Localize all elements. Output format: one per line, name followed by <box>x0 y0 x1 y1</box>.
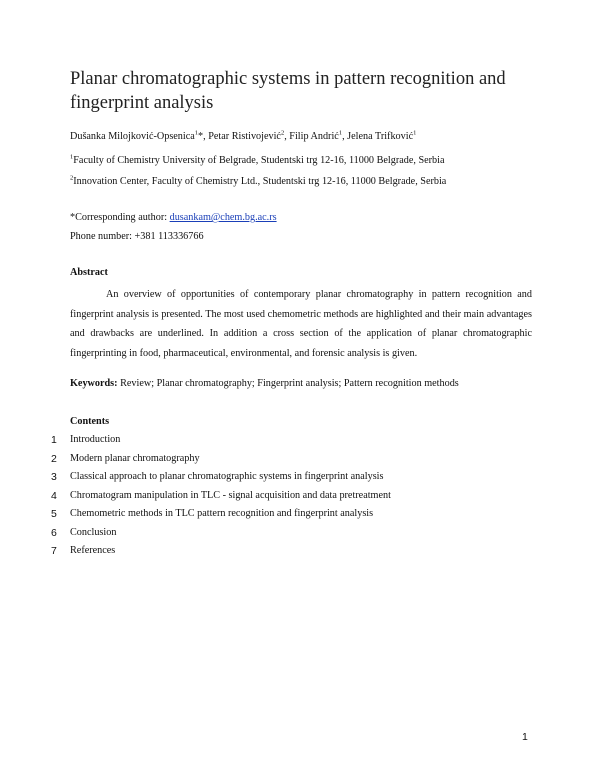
toc-label: Conclusion <box>70 526 117 538</box>
toc-item[interactable] <box>0 527 600 546</box>
keywords-label: Keywords: <box>70 378 118 389</box>
toc-label: References <box>70 545 116 556</box>
affiliation-2 <box>70 176 446 187</box>
author-separator: , <box>342 131 348 142</box>
toc-number: 5 <box>51 508 57 520</box>
author-name: Petar Ristivojević <box>208 131 281 142</box>
toc-number: 4 <box>51 489 57 502</box>
author-affiliation-mark: 1 <box>194 129 199 137</box>
toc-label: Introduction <box>70 434 121 445</box>
affiliation-text: Innovation Center, Faculty of Chemistry Ltd., Studentski trg 12-16, 11000 Belgrade, Serbia <box>73 176 447 187</box>
affiliation-text: Faculty of Chemistry University of Belgrade, Studentski trg 12-16, 11000 Belgrade, Serbia <box>73 155 445 166</box>
corresponding-author <box>70 212 277 223</box>
toc-item[interactable] <box>0 453 600 472</box>
author-affiliation-mark: 2 <box>280 129 285 137</box>
toc-item[interactable] <box>0 490 600 509</box>
toc-label: Classical approach to planar chromatographic systems in fingerprint analysis <box>70 471 384 482</box>
toc-item[interactable] <box>0 508 600 527</box>
toc-label: Chemometric methods in TLC pattern recognition and fingerprint analysis <box>70 508 374 519</box>
affiliation-mark: 1 <box>70 153 74 161</box>
toc-item[interactable] <box>0 434 600 453</box>
paper-title: Planar chromatographic systems in pattern recognition and fingerprint analysis <box>70 69 506 113</box>
toc-number: 1 <box>51 434 57 446</box>
toc-number: 3 <box>51 471 57 483</box>
author-affiliation-mark: 1 <box>338 129 343 137</box>
toc-label: Chromatogram manipulation in TLC - signal acquisition and data pretreatment <box>70 489 391 501</box>
email-link[interactable]: dusankam@chem.bg.ac.rs <box>169 212 277 223</box>
author-list <box>70 131 416 142</box>
affiliation-mark: 2 <box>70 174 74 182</box>
toc-item[interactable] <box>0 471 600 490</box>
author-name: Dušanka Milojković-Opsenica <box>70 131 195 142</box>
toc-label: Modern planar chromatography <box>70 452 200 464</box>
table-of-contents <box>0 434 600 564</box>
toc-number: 2 <box>51 452 57 465</box>
phone-number: Phone number: +381 113336766 <box>70 231 204 242</box>
author-separator: *, <box>198 131 209 142</box>
toc-number: 6 <box>51 526 57 539</box>
toc-number: 7 <box>51 545 57 557</box>
toc-item[interactable] <box>0 545 600 564</box>
page-number: 1 <box>522 731 528 743</box>
affiliation-1 <box>70 155 444 166</box>
author-name: Jelena Trifković <box>347 131 414 142</box>
contents-heading: Contents <box>70 416 110 427</box>
keywords <box>70 378 459 389</box>
author-affiliation-mark: 1 <box>413 129 417 137</box>
abstract-heading: Abstract <box>70 267 108 278</box>
author-name: Filip Andrić <box>289 131 339 142</box>
corresponding-label: *Corresponding author: <box>70 212 170 223</box>
abstract-body: An overview of opportunities of contemporary planar chromatography in pattern recognition and fingerprint analysis is presented. The most used chemometric methods are highlighted and their main advantages and drawbacks are underlined. In addition a cross section of the application of planar chromatographic fingerprinting in food, pharmaceutical, environmental, and forensic analysis is given. <box>70 289 532 359</box>
author-separator: , <box>284 131 290 142</box>
keywords-text: Review; Planar chromatography; Fingerprint analysis; Pattern recognition methods <box>117 378 459 389</box>
